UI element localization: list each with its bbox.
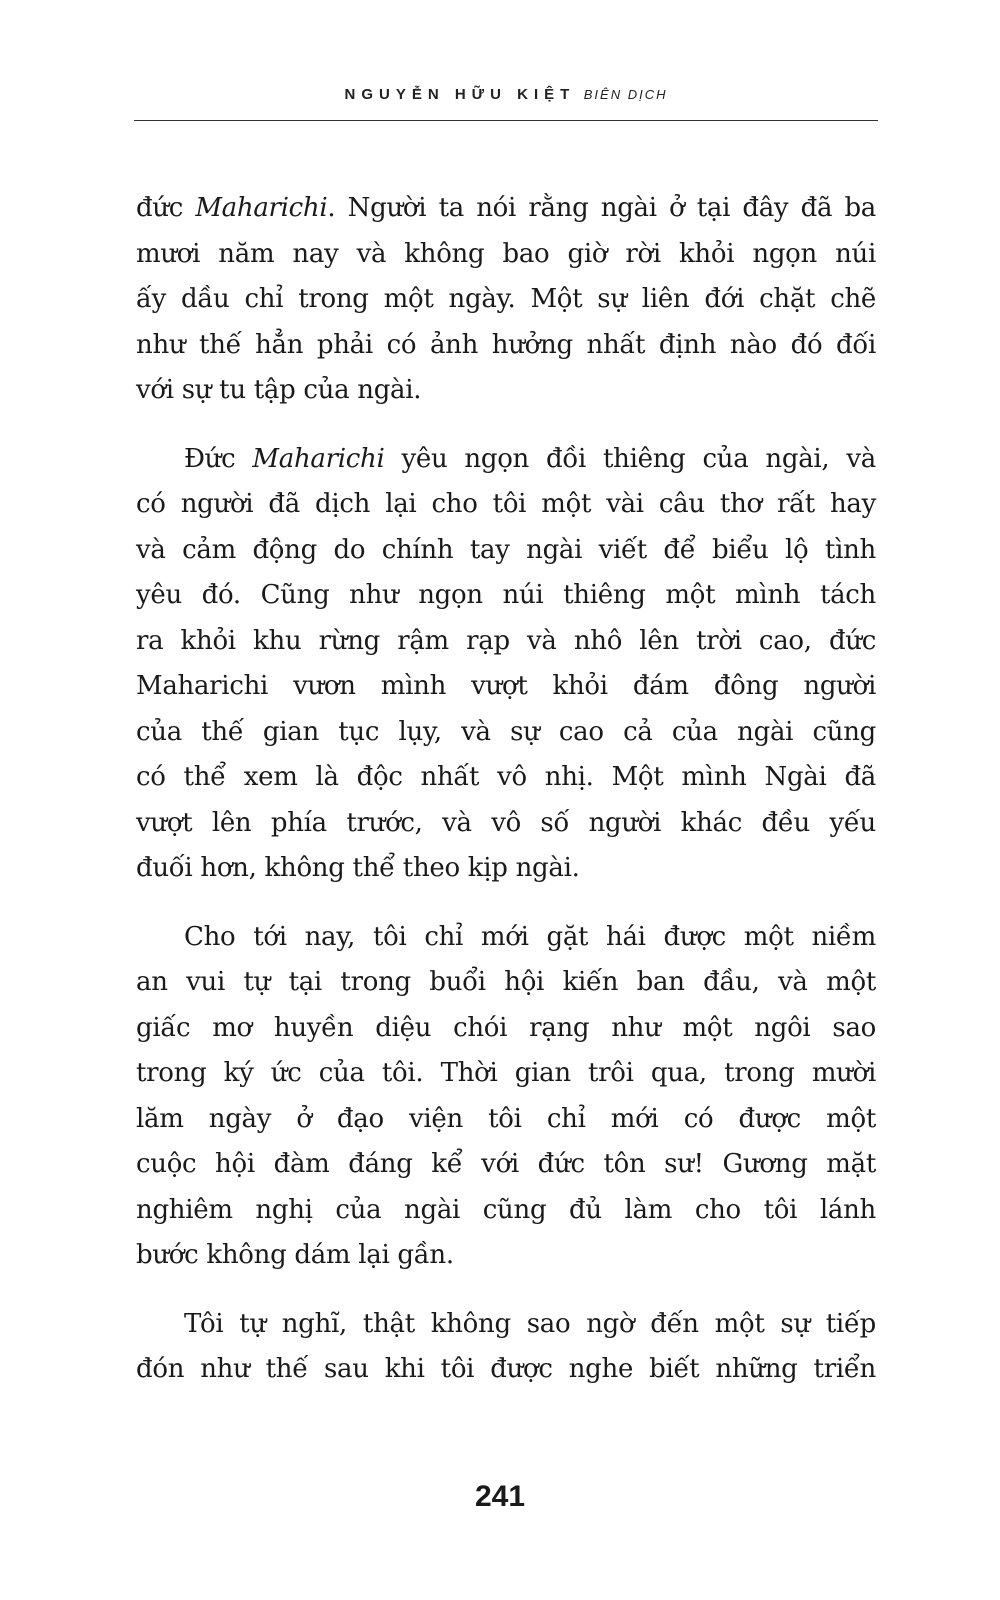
running-head-author: NGUYỄN HỮU KIỆT — [344, 86, 576, 103]
running-head-role: BIÊN DỊCH — [583, 87, 668, 102]
header-rule — [134, 120, 878, 121]
text-line: mươi năm nay và không bao giờ rời khỏi ngọn núi — [136, 238, 876, 269]
text-line: trong ký ức của tôi. Thời gian trôi qua, trong mười — [136, 1058, 876, 1088]
text-line: đón như thế sau khi tôi được nghe biết những triển — [136, 1354, 876, 1384]
text-line: có người đã dịch lại cho tôi một vài câu thơ rất hay — [136, 489, 876, 519]
text-line: cuộc hội đàm đáng kể với đức tôn sư! Gương mặt — [136, 1149, 876, 1179]
text-line: lăm ngày ở đạo viện tôi chỉ mới có được một — [136, 1103, 876, 1134]
text-line: an vui tự tại trong buổi hội kiến ban đầu, và một — [136, 967, 876, 997]
text-line: và cảm động do chính tay ngài viết để biểu lộ tình — [136, 534, 876, 565]
text-line: Cho tới nay, tôi chỉ mới gặt hái được một niềm — [184, 921, 876, 952]
text-line: của thế gian tục lụy, và sự cao cả của ngài cũng — [136, 716, 876, 747]
page-number: 241 — [474, 1480, 526, 1513]
text-line: Maharichi vươn mình vượt khỏi đám đông người — [136, 671, 876, 701]
italic-term: Maharichi — [252, 443, 385, 474]
text-line: vượt lên phía trước, và vô số người khác đều yếu — [136, 807, 876, 838]
text-line: có thể xem là độc nhất vô nhị. Một mình Ngài đã — [136, 762, 876, 792]
paragraph — [136, 186, 876, 414]
paragraph — [136, 915, 876, 1279]
text-line: Đức Maharichi yêu ngọn đồi thiêng của ngài, và — [184, 443, 877, 474]
paragraph — [136, 1302, 876, 1393]
paragraph — [136, 437, 876, 892]
text-line: đức Maharichi. Người ta nói rằng ngài ở tại đây đã ba — [136, 193, 877, 223]
text-line: như thế hẳn phải có ảnh hưởng nhất định nào đó đối — [136, 329, 876, 360]
text-line: ra khỏi khu rừng rậm rạp và nhô lên trời cao, đức — [136, 625, 876, 656]
italic-term: Maharichi — [195, 193, 328, 223]
text-line: với sự tu tập của ngài. — [136, 375, 422, 405]
text-line: bước không dám lại gần. — [136, 1240, 454, 1270]
text-line: giấc mơ huyền diệu chói rạng như một ngôi sao — [136, 1012, 876, 1043]
text-line: ấy dầu chỉ trong một ngày. Một sự liên đới chặt chẽ — [136, 284, 876, 314]
text-line: đuối hơn, không thể theo kịp ngài. — [136, 853, 580, 883]
running-head — [134, 86, 878, 104]
text-line: yêu đó. Cũng như ngọn núi thiêng một mình tách — [136, 580, 876, 610]
text-line: Tôi tự nghĩ, thật không sao ngờ đến một sự tiếp — [184, 1308, 876, 1339]
body-text — [136, 186, 876, 1416]
text-line: nghiêm nghị của ngài cũng đủ làm cho tôi lánh — [136, 1194, 876, 1225]
